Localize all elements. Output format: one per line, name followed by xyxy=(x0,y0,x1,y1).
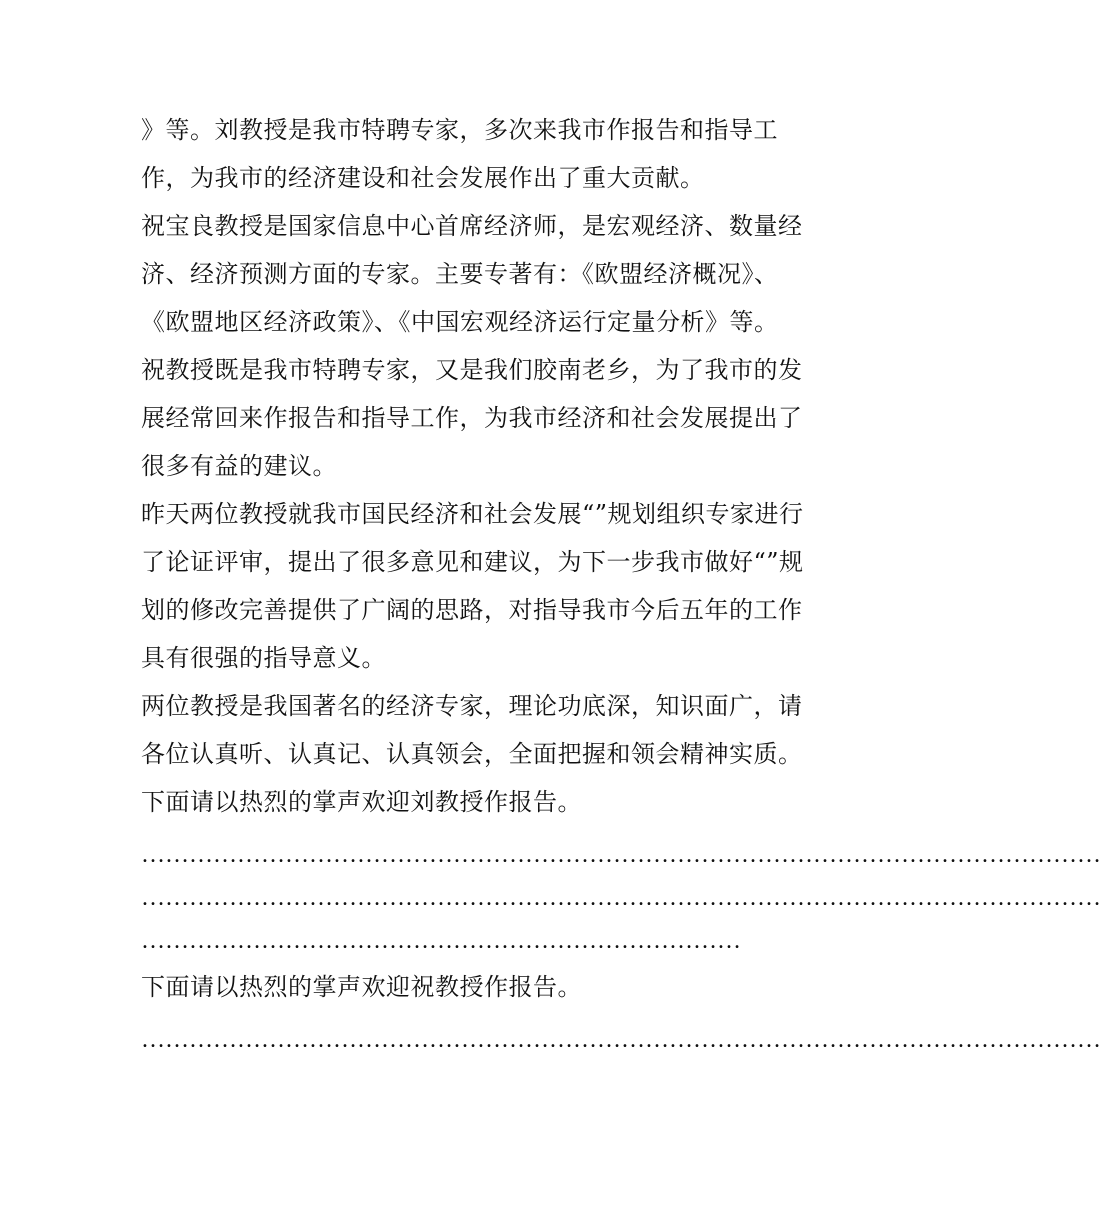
text-line: 祝教授既是我市特聘专家，又是我们胶南老乡，为了我市的发 xyxy=(141,356,803,384)
ellipsis-line: ………………………………………………………………… xyxy=(141,928,741,954)
text-line: 作，为我市的经济建设和社会发展作出了重大贡献。 xyxy=(141,164,705,192)
text-line: 具有很强的指导意义。 xyxy=(141,644,386,672)
ellipsis-line: ………………………………………………………………………………………………………… xyxy=(141,842,1101,868)
text-line: 《欧盟地区经济政策》、《中国宏观经济运行定量分析》等。 xyxy=(141,308,779,336)
ellipsis-line: ………………………………………………………………………………………………………… xyxy=(141,885,1101,911)
text-line: 划的修改完善提供了广阔的思路，对指导我市今后五年的工作 xyxy=(141,596,803,624)
text-line: 下面请以热烈的掌声欢迎刘教授作报告。 xyxy=(141,788,582,816)
text-line: 展经常回来作报告和指导工作，为我市经济和社会发展提出了 xyxy=(141,404,803,432)
text-line: 昨天两位教授就我市国民经济和社会发展“”规划组织专家进行 xyxy=(141,500,804,528)
text-line: 济、经济预测方面的专家。主要专著有：《欧盟经济概况》、 xyxy=(141,260,779,288)
document-body xyxy=(141,106,1101,1062)
closing-line: 下面请以热烈的掌声欢迎祝教授作报告。 xyxy=(141,973,582,1001)
ellipsis-line: ………………………………………………………………………………………………………… xyxy=(141,1027,1101,1053)
text-line: 很多有益的建议。 xyxy=(141,452,337,480)
text-line: 各位认真听、认真记、认真领会，全面把握和领会精神实质。 xyxy=(141,740,803,768)
text-line: 两位教授是我国著名的经济专家，理论功底深，知识面广，请 xyxy=(141,692,803,720)
text-line: 祝宝良教授是国家信息中心首席经济师，是宏观经济、数量经 xyxy=(141,212,803,240)
text-line: 了论证评审，提出了很多意见和建议，为下一步我市做好“”规 xyxy=(141,548,804,576)
text-line: 》等。刘教授是我市特聘专家，多次来我市作报告和指导工 xyxy=(141,116,778,144)
spacer xyxy=(141,826,831,834)
spacer xyxy=(141,1011,831,1019)
